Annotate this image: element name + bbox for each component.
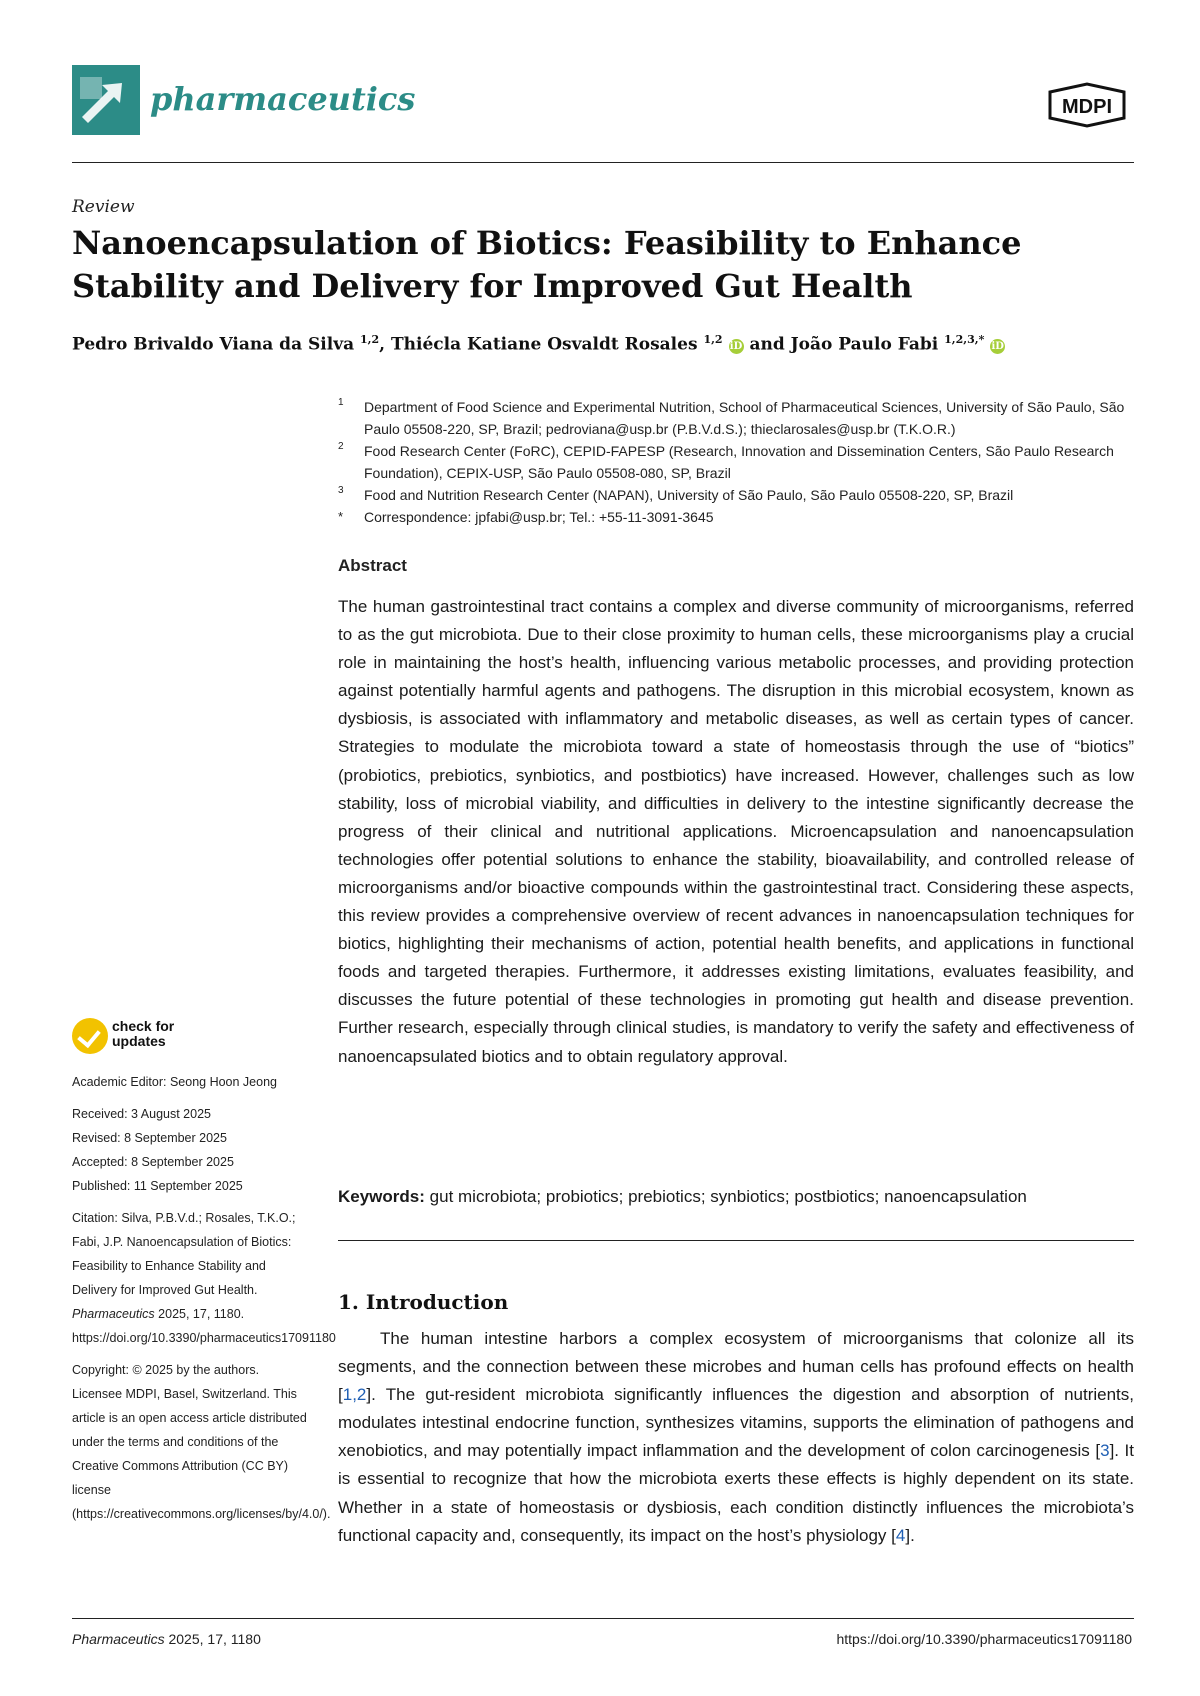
affiliation-item	[338, 484, 1138, 506]
published-date: Published: 11 September 2025	[72, 1179, 243, 1193]
affiliation-text: Food Research Center (FoRC), CEPID-FAPESP (Research, Innovation and Dissemination Centers, São Paulo Research Foundation), CEPIX-USP, São Paulo 05508-080, SP, Brazil	[364, 443, 1114, 481]
citation-link[interactable]: 3	[1100, 1441, 1110, 1461]
mdpi-logo[interactable]	[1042, 82, 1132, 128]
footer-citation: Pharmaceutics 2025, 17, 1180	[72, 1631, 261, 1647]
author-name[interactable]: Pedro Brivaldo Viana da Silva	[72, 334, 355, 355]
intro-paragraph	[338, 1325, 1134, 1550]
checkmark-icon	[72, 1018, 108, 1054]
affiliation-number: 3	[338, 485, 344, 496]
affiliation-number: 2	[338, 441, 344, 452]
author-joiner: and	[749, 334, 785, 355]
check-for-updates-label: check for updates	[112, 1018, 175, 1049]
affiliations	[338, 396, 1138, 528]
author-name[interactable]: João Paulo Fabi	[790, 334, 939, 355]
check-for-updates-badge[interactable]	[72, 1018, 242, 1058]
intro-text: ].	[905, 1525, 915, 1545]
author-list: Pedro Brivaldo Viana da Silva $^{1,2}$, Thiécla Katiane Osvaldt Rosales $^{1,2}$ iD and João Paulo Fabi $^{1,2,3,*}$ iD	[72, 333, 1004, 355]
affiliation-number: 1	[338, 397, 344, 408]
keywords	[338, 1187, 1138, 1207]
mdpi-logo-text: MDPI	[1062, 96, 1112, 118]
revised-date: Revised: 8 September 2025	[72, 1131, 227, 1145]
intro-text: ]. It is essential to recognize that how the microbiota exerts these effects is highly dependent on its state. Whether in a state of homeostasis or dysbiosis, each condition distinctly influences the microbiota’s functional capacity and, consequently, its impact on the host’s physiology [	[338, 1441, 1135, 1545]
citation-link[interactable]: 4	[895, 1525, 906, 1545]
citation-block: Citation: Silva, P.B.V.d.; Rosales, T.K.O.; Fabi, J.P. Nanoencapsulation of Biotics: Feasibility to Enhance Stability and Delivery for Improved Gut Health. Pharmaceutics 2025, 17, 1180. https://doi.org/10.3390/pharmaceutics17091180	[72, 1211, 336, 1345]
affiliation-number: *	[338, 509, 344, 524]
article-title: Nanoencapsulation of Biotics: Feasibility to Enhance Stability and Delivery for Improved Gut Health	[72, 224, 1022, 305]
affiliation-text: Food and Nutrition Research Center (NAPAN), University of São Paulo, São Paulo 05508-220, SP, Brazil	[364, 487, 1014, 503]
section-heading: 1. Introduction	[338, 1290, 509, 1314]
accepted-date: Accepted: 8 September 2025	[72, 1155, 234, 1169]
correspondence-text[interactable]: Correspondence: jpfabi@usp.br; Tel.: +55-11-3091-3645	[364, 509, 714, 525]
intro-text: The human intestine harbors a complex ecosystem of microorganisms that colonize all its segments, and the connection between these microbes and human cells has profound effects on health [	[338, 1329, 1134, 1405]
article-info-sidebar	[72, 1070, 336, 1526]
academic-editor: Academic Editor: Seong Hoon Jeong	[72, 1075, 277, 1089]
intro-text: ]. The gut-resident microbiota significantly influences the digestion and absorption of nutrients, modulates intestinal endocrine function, synthesizes vitamins, supports the elimination of pathogens and xenobiotics, and may potentially impact inflammation and the development of colon carcinogenesis [	[338, 1385, 1134, 1461]
citation-link[interactable]: 1,2	[342, 1385, 367, 1405]
logo-arrow-icon	[72, 65, 140, 135]
abstract-heading: Abstract	[338, 556, 407, 575]
author-affiliation: 1,2	[703, 333, 723, 346]
author-name[interactable]: Thiécla Katiane Osvaldt Rosales	[391, 334, 698, 355]
author-affiliation: 1,2	[360, 333, 380, 346]
received-date: Received: 3 August 2025	[72, 1107, 211, 1121]
keywords-label: Keywords:	[338, 1187, 425, 1206]
affiliation-item	[338, 396, 1138, 440]
footer-doi-link[interactable]: https://doi.org/10.3390/pharmaceutics17091180	[836, 1631, 1132, 1647]
journal-logo	[72, 65, 140, 135]
header-rule	[72, 162, 1134, 163]
copyright-block: Copyright: © 2025 by the authors. Licensee MDPI, Basel, Switzerland. This article is an open access article distributed under the terms and conditions of the Creative Commons Attribution (CC BY) license (https://creativecommons.org/licenses/by/4.0/).	[72, 1363, 331, 1521]
correspondence	[338, 506, 1138, 528]
orcid-icon[interactable]: iD	[729, 340, 743, 352]
affiliation-item	[338, 440, 1138, 484]
abstract-rule	[338, 1240, 1134, 1241]
footer-rule	[72, 1618, 1134, 1619]
orcid-icon[interactable]: iD	[991, 340, 1004, 352]
abstract-text: The human gastrointestinal tract contains a complex and diverse community of microorganisms, referred to as the gut microbiota. Due to their close proximity to human cells, these microorganisms play a crucial role in maintaining the host’s health, influencing various metabolic processes, and providing protection against potentially harmful agents and pathogens. The disruption in this microbial ecosystem, known as dysbiosis, is associated with inflammatory and metabolic diseases, as well as certain types of cancer. Strategies to modulate the microbiota toward a state of homeostasis through the use of “biotics” (probiotics, prebiotics, synbiotics, and postbiotics) have increased. However, challenges such as low stability, loss of microbial viability, and difficulties in delivery to the intestine significantly decrease the progress of their clinical and nutritional applications. Microencapsulation and nanoencapsulation technologies offer potential solutions to enhance the stability, bioavailability, and controlled release of microorganisms and/or bioactive compounds within the gastrointestinal tract. Considering these aspects, this review provides a comprehensive overview of recent advances in nanoencapsulation techniques for biotics, highlighting their mechanisms of action, potential health benefits, and applications in functional foods and targeted therapies. Furthermore, it addresses existing limitations, evaluates feasibility, and discusses the future potential of these technologies in promoting gut health and disease prevention. Further research, especially through clinical studies, is mandatory to verify the safety and effectiveness of nanoencapsulated biotics and to obtain regulatory approval.	[338, 597, 1134, 1066]
keywords-list: gut microbiota; probiotics; prebiotics; synbiotics; postbiotics; nanoencapsulation	[429, 1187, 1027, 1206]
article-type: Review	[72, 197, 135, 217]
author-affiliation: 1,2,3,*	[944, 333, 985, 346]
affiliation-text: Department of Food Science and Experimental Nutrition, School of Pharmaceutical Sciences, University of São Paulo, São Paulo 05508-220, SP, Brazil; pedroviana@usp.br (P.B.V.d.S.); thieclarosales@usp.br (T.K.O.R.)	[364, 399, 1125, 437]
journal-name[interactable]: pharmaceutics	[150, 80, 416, 118]
